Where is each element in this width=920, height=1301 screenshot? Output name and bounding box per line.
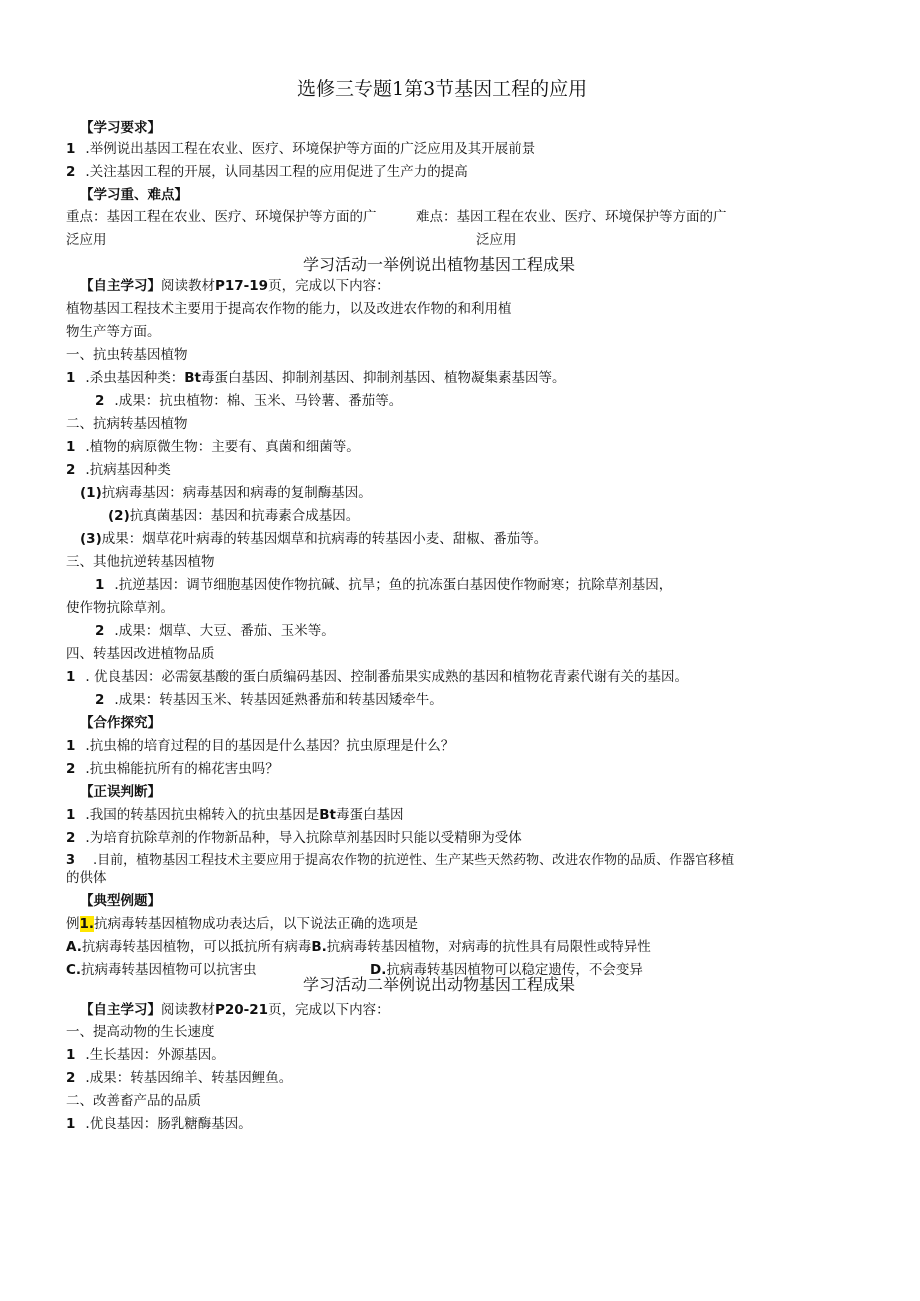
activity1-title: 学习活动一举例说出植物基因工程成果 xyxy=(303,255,576,274)
intro-text-cont: 物生产等方面。 xyxy=(66,324,161,340)
judge-item-cont: 的供体 xyxy=(66,870,107,886)
section-heading: 一、抗虫转基因植物 xyxy=(66,347,188,363)
question-item: 1 .抗虫棉的培育过程的目的基因是什么基因？抗虫原理是什么？ xyxy=(66,738,455,754)
list-item: 2 .成果：抗虫植物：棉、玉米、马铃薯、番茄等。 xyxy=(95,393,403,409)
section-heading: 四、转基因改进植物品质 xyxy=(66,646,215,662)
example-question: 例1.抗病毒转基因植物成功表达后，以下说法正确的选项是 xyxy=(66,916,419,932)
intro-text: 植物基因工程技术主要用于提高农作物的能力，以及改进农作物的和利用植 xyxy=(66,301,512,317)
list-item: 1 .植物的病原微生物：主要有、真菌和细菌等。 xyxy=(66,439,360,455)
list-item-cont: 使作物抗除草剂。 xyxy=(66,600,174,616)
difficult-point-text: 难点：基因工程在农业、医疗、环境保护等方面的广 xyxy=(416,209,727,225)
list-item: 1 .生长基因：外源基因。 xyxy=(66,1047,225,1063)
sub-item: (3)成果：烟草花叶病毒的转基因烟草和抗病毒的转基因小麦、甜椒、番茄等。 xyxy=(80,531,548,547)
list-item: 2 .成果：转基因玉米、转基因延熟番茄和转基因矮牵牛。 xyxy=(95,692,443,708)
judge-item: 1 .我国的转基因抗虫棉转入的抗虫基因是Bt毒蛋白基因 xyxy=(66,807,404,823)
sub-item: (1)抗病毒基因：病毒基因和病毒的复制酶基因。 xyxy=(80,485,372,501)
key-point-cont: 泛应用 xyxy=(66,232,107,248)
list-item: 1 . 优良基因：必需氨基酸的蛋白质编码基因、控制番茄果实成熟的基因和植物花青素代谢有关的基因。 xyxy=(66,669,688,685)
requirements-heading: 【学习要求】 xyxy=(80,120,161,136)
option-a: A.抗病毒转基因植物，可以抵抗所有病毒B.抗病毒转基因植物，对病毒的抗性具有局限性或特异性 xyxy=(66,939,651,955)
section-heading: 一、提高动物的生长速度 xyxy=(66,1024,215,1040)
judge-item: 3 .目前，植物基因工程技术主要应用于提高农作物的抗逆性、生产某些天然药物、改进农作物的品质、作器官移植 xyxy=(66,853,735,868)
sub-item: (2)抗真菌基因：基因和抗毒素合成基因。 xyxy=(108,508,360,524)
option-d: D.抗病毒转基因植物可以稳定遗传，不会变异 xyxy=(370,962,643,978)
section-heading: 三、其他抗逆转基因植物 xyxy=(66,554,215,570)
activity2-title: 学习活动二举例说出动物基因工程成果 xyxy=(303,975,576,994)
judge-item: 2 .为培育抗除草剂的作物新品种，导入抗除草剂基因时只能以受精卵为受体 xyxy=(66,830,522,846)
example-heading: 【典型例题】 xyxy=(80,893,161,909)
list-item: 1 .优良基因：肠乳糖酶基因。 xyxy=(66,1116,252,1132)
key-points-heading: 【学习重、难点】 xyxy=(80,187,188,203)
page-title: 选修三专题1第3节基因工程的应用 xyxy=(297,78,588,100)
judge-heading: 【正误判断】 xyxy=(80,784,161,800)
list-item: 2 .成果：烟草、大豆、番茄、玉米等。 xyxy=(95,623,335,639)
list-item: 2 .抗病基因种类 xyxy=(66,462,171,478)
example-number-highlight: 1. xyxy=(79,916,95,932)
key-point-text: 重点：基因工程在农业、医疗、环境保护等方面的广 xyxy=(66,209,377,225)
requirement-item: 1 .举例说出基因工程在农业、医疗、环境保护等方面的广泛应用及其开展前景 xyxy=(66,141,536,157)
option-c: C.抗病毒转基因植物可以抗害虫 xyxy=(66,962,257,978)
section-heading: 二、改善畜产品的品质 xyxy=(66,1093,201,1109)
difficult-point-cont: 泛应用 xyxy=(476,232,517,248)
self-study-line: 【自主学习】阅读教材P20-21页，完成以下内容： xyxy=(80,1002,390,1018)
list-item: 1 .抗逆基因：调节细胞基因使作物抗碱、抗旱；鱼的抗冻蛋白基因使作物耐寒；抗除草剂基因， xyxy=(95,577,673,593)
coop-heading: 【合作探究】 xyxy=(80,715,161,731)
list-item: 2 .成果：转基因绵羊、转基因鲤鱼。 xyxy=(66,1070,293,1086)
self-study-line: 【自主学习】阅读教材P17-19页，完成以下内容： xyxy=(80,278,390,294)
list-item: 1 .杀虫基因种类：Bt毒蛋白基因、抑制剂基因、抑制剂基因、植物凝集素基因等。 xyxy=(66,370,566,386)
section-heading: 二、抗病转基因植物 xyxy=(66,416,188,432)
requirement-item: 2 .关注基因工程的开展，认同基因工程的应用促进了生产力的提高 xyxy=(66,164,468,180)
question-item: 2 .抗虫棉能抗所有的棉花害虫吗？ xyxy=(66,761,279,777)
